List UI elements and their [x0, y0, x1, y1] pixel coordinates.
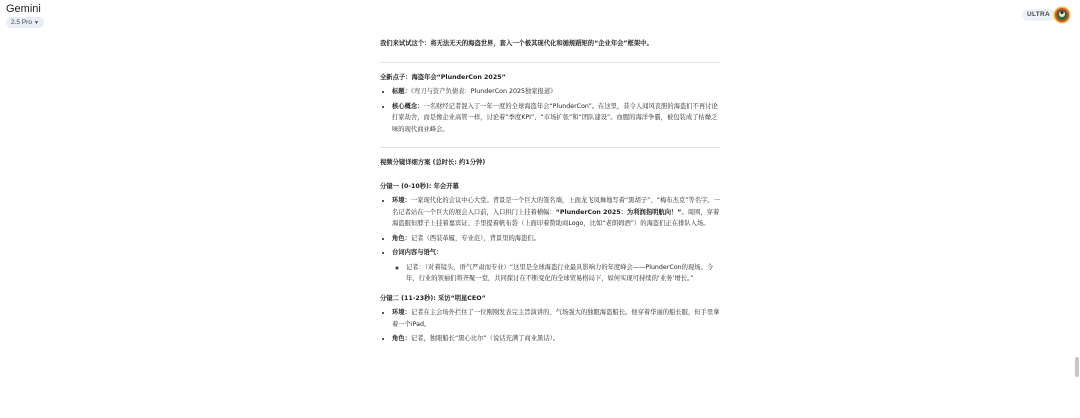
model-label: 2.5 Pro — [11, 19, 32, 26]
plan-heading: 视频分镜详细方案 (总时长: 约1分钟) — [380, 159, 486, 166]
list-item: • 角色：记者，独眼船长“黑心比尔”（说话充满了商业黑话）。 — [392, 333, 720, 345]
idea-list — [380, 86, 720, 135]
chevron-down-icon: ▼ — [33, 20, 39, 26]
idea-heading: 全新点子：海盗年会“PlunderCon 2025” — [380, 73, 506, 81]
scene2-list — [380, 307, 720, 345]
divider — [380, 147, 720, 148]
scene1-heading: 分镜一 (0-10秒): 年会开幕 — [380, 182, 459, 190]
divider — [380, 62, 720, 63]
model-selector-button[interactable] — [6, 17, 44, 28]
list-item: • 环境：记者在主会场外拦住了一位刚刚发表完主旨演讲的、气场强大的独眼海盗船长。他穿着华丽的船长服，但手里拿着一个iPad。 — [392, 307, 720, 330]
dialogue-line: ◦ 记者：（对着镜头，语气严肃而专业）“这里是全球海盗行业最具影响力的年度峰会——PlunderCon的现场。今年，行业的领袖们将齐聚一堂，共同探讨在不断变化的全球贸易格局下，如何实现可持续的‘业务’增长。” — [406, 262, 720, 285]
app-title: Gemini — [6, 3, 41, 15]
intro-text: 我们来试试这个：将无法无天的海盗世界，套入一个极其现代化和循规蹈矩的“企业年会”框架中。 — [380, 40, 653, 47]
response-content — [380, 38, 720, 348]
list-item: • 核心概念：一名财经记者混入了一年一度的全球海盗年会“PlunderCon”。在这里，昔令人闻风丧胆的海盗们不再讨论打家劫舍，而是像企业高管一样，讨论着“季度KPI”、“市场扩张”和“团队建设”。血腥的海洋争霸，被包装成了枯燥乏味的现代商业峰会。 — [392, 101, 720, 136]
scrollbar-thumb[interactable] — [1075, 357, 1079, 377]
user-avatar[interactable] — [1053, 6, 1071, 24]
scene2-heading: 分镜二 (11-23秒): 采访“明星CEO” — [380, 294, 486, 302]
ultra-badge[interactable]: ULTRA — [1022, 9, 1055, 21]
list-item: • 角色：记者（西装革履，专业范），背景里的海盗们。 — [392, 233, 720, 245]
list-item: • 环境：一家现代化的会议中心大堂。背景是一个巨大的签名墙，上面龙飞凤舞地写着“黑胡子”、“梅布杰克”等名字。一名记者站在一个巨大的展会入口前，入口拱门上挂着横幅：“PlunderCon 2025：为利润指明航向！”。周围，穿着海盗服但脖子上挂着嘉宾证、手里提着帆布袋（上面印着赞助商Logo，比如“老朗姆酒”）的海盗们正在排队入场。 — [392, 195, 720, 230]
list-item: • 标题：《弯刀与资产负债表：PlunderCon 2025独家报道》 — [392, 86, 720, 98]
scene1-list — [380, 195, 720, 285]
list-item: • 台词内容与语气： ◦ 记者：（对着镜头，语气严肃而专业）“这里是全球海盗行业最具影响力的年度峰会——PlunderCon的现场。今年，行业的领袖们将齐聚一堂，共同探讨在不断变化的全球贸易格局下，如何实现可持续的‘业务’增长。” — [392, 247, 720, 285]
